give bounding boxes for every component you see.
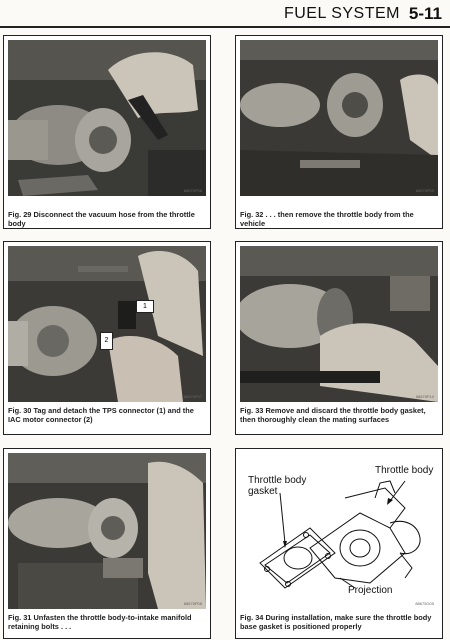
connector-marker-2: 2: [100, 332, 113, 350]
figure-34: [235, 448, 443, 639]
connector-marker-1: 1: [136, 300, 154, 313]
figure-caption: Fig. 29 Disconnect the vacuum hose from the throttle body: [8, 210, 195, 228]
figure-code: 88675P08: [183, 601, 202, 606]
gasket-diagram: [240, 453, 438, 609]
figure-31: [3, 448, 211, 639]
figure-33-photo: [240, 246, 438, 402]
figure-29-photo: [8, 40, 206, 196]
page-header: [0, 0, 450, 30]
label-projection: Projection: [348, 585, 393, 596]
figure-30-photo: [8, 246, 206, 402]
figure-33: [235, 241, 443, 435]
label-gasket-line1: Throttle body: [248, 475, 307, 486]
header-rule: [0, 26, 450, 28]
figure-code: 88675P09: [415, 188, 434, 193]
figure-29: [3, 35, 211, 229]
figure-code: 88675G05: [415, 601, 434, 606]
page-number: 5-11: [408, 4, 442, 23]
figure-32-photo: [240, 40, 438, 196]
figure-caption: Fig. 30 Tag and detach the TPS connector (1) and the IAC motor connector (2): [8, 406, 194, 424]
label-throttle-body: Throttle body: [375, 465, 434, 476]
figure-caption: Fig. 31 Unfasten the throttle body-to-intake manifold retaining bolts . . .: [8, 613, 192, 631]
section-title: FUEL SYSTEM: [283, 5, 400, 22]
figure-code: 88675P07: [183, 394, 202, 399]
figure-30: [3, 241, 211, 435]
figure-caption: Fig. 32 . . . then remove the throttle body from the vehicle: [240, 210, 414, 228]
label-gasket-line2: gasket: [248, 486, 278, 497]
figure-code: 88675P06: [183, 188, 202, 193]
figure-code: 88675P10: [415, 394, 434, 399]
figure-caption: Fig. 34 During installation, make sure the throttle body base gasket is positioned properly: [240, 613, 432, 631]
figure-caption: Fig. 33 Remove and discard the throttle body gasket, then thoroughly clean the mating surfaces: [240, 406, 426, 424]
figure-32: [235, 35, 443, 229]
figure-31-photo: [8, 453, 206, 609]
